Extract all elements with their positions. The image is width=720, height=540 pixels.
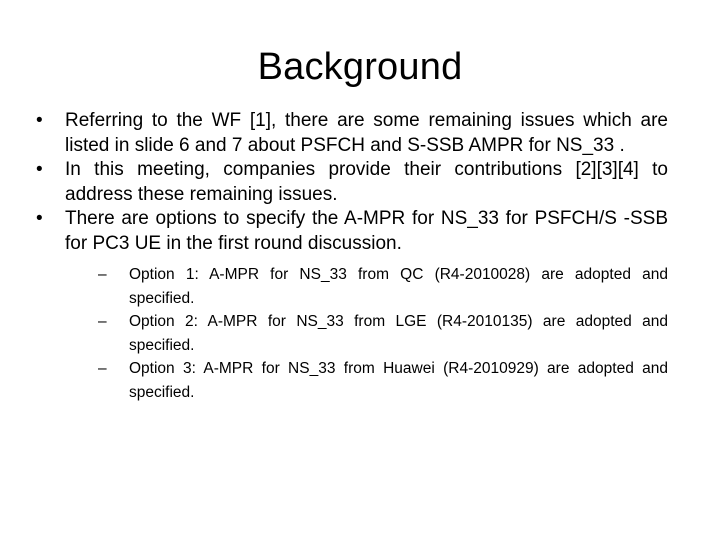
sub-bullet-list	[65, 263, 668, 404]
bullet-marker: •	[36, 110, 43, 131]
bullet-marker: •	[36, 159, 43, 180]
sub-bullet-item	[98, 357, 668, 404]
sub-bullet-item	[98, 263, 668, 310]
slide-body	[36, 109, 668, 404]
sub-bullet-marker: –	[98, 266, 107, 283]
sub-bullet-marker: –	[98, 360, 107, 377]
bullet-item	[36, 109, 668, 158]
sub-bullet-text: Option 1: A-MPR for NS_33 from QC (R4-2010028) are adopted and specified.	[129, 266, 668, 307]
bullet-marker: •	[36, 208, 43, 229]
bullet-text: In this meeting, companies provide their contributions [2][3][4] to address these remaining issues.	[65, 159, 668, 205]
bullet-text: There are options to specify the A-MPR for NS_33 for PSFCH/S -SSB for PC3 UE in the first round discussion.	[65, 208, 668, 254]
bullet-list	[36, 109, 668, 404]
slide-title: Background	[257, 46, 463, 88]
sub-bullet-text: Option 3: A-MPR for NS_33 from Huawei (R4-2010929) are adopted and specified.	[129, 360, 668, 401]
sub-bullet-text: Option 2: A-MPR for NS_33 from LGE (R4-2010135) are adopted and specified.	[129, 313, 668, 354]
bullet-text: Referring to the WF [1], there are some remaining issues which are listed in slide 6 and 7 about PSFCH and S-SSB AMPR for NS_33 .	[65, 110, 668, 156]
bullet-item	[36, 207, 668, 404]
sub-bullet-item	[98, 310, 668, 357]
bullet-item	[36, 158, 668, 207]
sub-bullet-marker: –	[98, 313, 107, 330]
